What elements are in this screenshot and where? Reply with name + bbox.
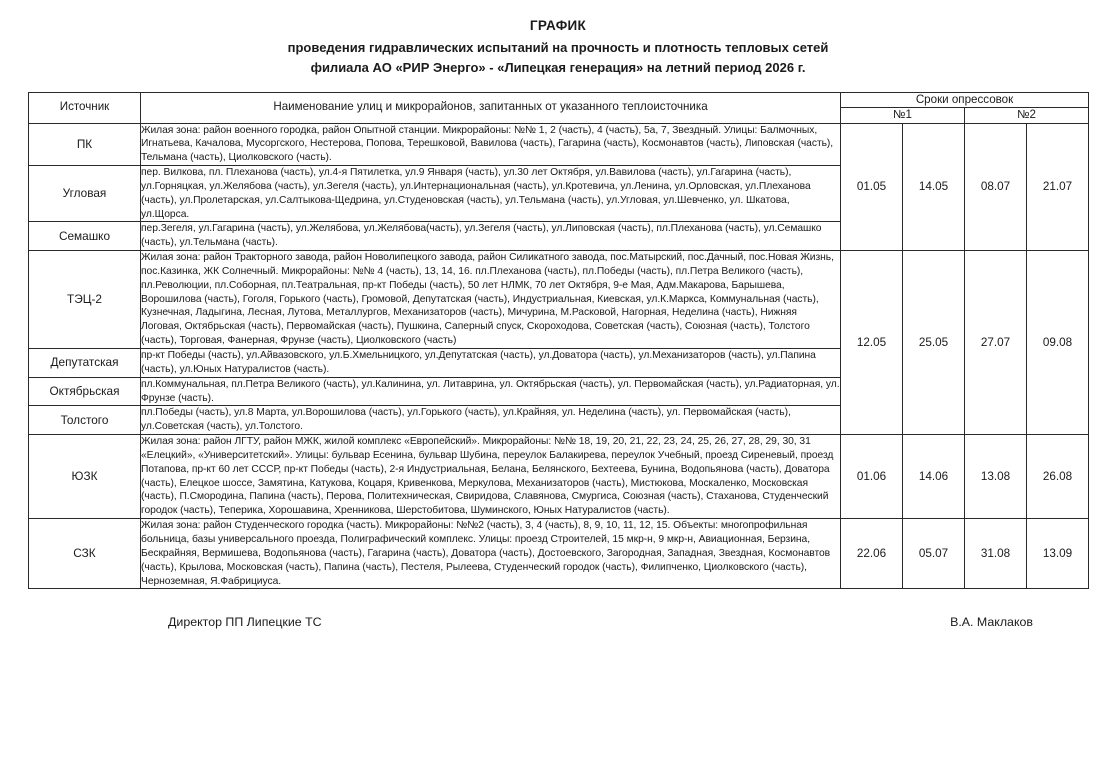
signatory-position: Директор ПП Липецкие ТС — [168, 615, 322, 630]
date-cell-1b: 05.07 — [903, 519, 965, 589]
date-cell-2a: 31.08 — [965, 519, 1027, 589]
subtitle-line-2: филиала АО «РИР Энерго» - «Липецкая генерация» на летний период 2026 г. — [310, 60, 806, 76]
streets-description: пл.Коммунальная, пл.Петра Великого (часть), ул.Калинина, ул. Литаврина, ул. Октябрьская (часть), ул. Первомайская (часть), ул.Радиаторная, ул. Фрунзе (часть). — [141, 377, 841, 406]
date-cell-1a: 22.06 — [841, 519, 903, 589]
header-dates-group: Сроки опрессовок — [841, 92, 1089, 107]
table-row — [29, 123, 1089, 166]
date-cell-2a: 13.08 — [965, 435, 1027, 519]
source-name: Семашко — [29, 222, 141, 251]
source-name: Угловая — [29, 166, 141, 222]
date-cell-2b: 13.09 — [1027, 519, 1089, 589]
date-cell-2a: 27.07 — [965, 251, 1027, 435]
streets-description: пер. Вилкова, пл. Плеханова (часть), ул.4-я Пятилетка, ул.9 Января (часть), ул.30 лет Октября, ул.Вавилова (часть), ул.Гагарина (часть), ул.Горняцкая, ул.Желябова (часть), ул.Зегеля (часть), ул.Интернациональная (часть), ул.Кротевича, ул.Ленина, ул.Орловская, ул.Плеханова (часть), ул.Пролетарская, ул.Салтыкова-Щедрина, ул.Студеновская (часть), ул.Тельмана (часть), ул.Угловая, ул.Шевченко, ул. Шкатова, ул.Щорса. — [141, 166, 841, 222]
document-subtitle — [0, 38, 1116, 78]
schedule-table — [28, 92, 1089, 590]
table-head — [29, 92, 1089, 123]
date-cell-1a: 12.05 — [841, 251, 903, 435]
date-cell-2a: 08.07 — [965, 123, 1027, 251]
streets-description: Жилая зона: район военного городка, район Опытной станции. Микрорайоны: №№ 1, 2 (часть), 4 (часть), 5а, 7, Звездный. Улицы: Балмочных, Игнатьева, Качалова, Мусоргского, Нестерова, Попова, Терешковой, Вавилова (часть), Гагарина (часть), Космонавтов (часть), Липовская (часть), Тельмана (часть), Циолковского (часть). — [141, 123, 841, 166]
signatory-name: В.А. Маклаков — [950, 615, 1033, 630]
table-body — [29, 123, 1089, 589]
streets-description: Жилая зона: район Тракторного завода, район Новолипецкого завода, район Силикатного завода, пос.Матырский, пос.Дачный, пос.Новая Жизнь, пос.Казинка, ЖК Солнечный. Микрорайоны: №№ 4 (часть), 13, 14, 16. пл.Плеханова (часть), пл.Победы (часть), пл.Петра Великого (часть), пл.Революции, пл.Соборная, пл.Театральная, пр-кт Победы (часть), 50 лет НЛМК, 70 лет Октября, 9-е Мая, Адм.Макарова, Барышева, Ворошилова (часть), Гоголя, Горького (часть), Громовой, Депутатская (часть), Индустриальная, Киевская, ул.К.Маркса, Коммунальная (часть), Кузнечная, Ладыгина, Лесная, Лутова, Металлургов, Механизаторов (часть), Мичурина, М.Расковой, Нагорная, Неделина (часть), Нижняя Логовая, Октябрьская (часть), Первомайская (часть), Пушкина, Саперный спуск, Скороходова, Советская (часть), Союзная (часть), Толстого (часть), Торговая, Фанерная, Фрунзе (часть), Циолковского (часть) — [141, 251, 841, 349]
table-row — [29, 435, 1089, 519]
header-date-2: №2 — [965, 108, 1089, 123]
date-cell-2b: 26.08 — [1027, 435, 1089, 519]
table-row — [29, 251, 1089, 349]
header-streets: Наименование улиц и микрорайонов, запитанных от указанного теплоисточника — [141, 92, 841, 123]
document-footer — [28, 615, 1088, 629]
streets-description: пл.Победы (часть), ул.8 Марта, ул.Ворошилова (часть), ул.Горького (часть), ул.Крайняя, ул. Неделина (часть), ул. Первомайская (часть), ул.Советская (часть), ул.Толстого. — [141, 406, 841, 435]
source-name: Толстого — [29, 406, 141, 435]
date-cell-2b: 09.08 — [1027, 251, 1089, 435]
streets-description: Жилая зона: район ЛГТУ, район МЖК, жилой комплекс «Европейский». Микрорайоны: №№ 18, 19, 20, 21, 22, 23, 24, 25, 26, 27, 28, 29, 30, 31 «Елецкий», «Университетский». Улицы: бульвар Есенина, бульвар Шубина, переулок Балакирева, переулок Учебный, проезд Сиреневый, проезд Потапова, пр-кт 60 лет СССР, пр-кт Победы (часть), 2-я Индустриальная, Белана, Белянского, Бехтеева, Бунина, Водопьянова (часть), Доватора (часть), Елецкое шоссе, Замятина, Катукова, Коцаря, Кривенкова, Меркулова, Механизаторов (часть), Мистюкова, Москаленко, Московская (часть), П.Смородина, Папина (часть), Перова, Политехническая, Свиридова, Славянова, Смургиса, Союзная (часть), Стаханова, Студенческий городок (часть), Теперика, Хорошавина, Хренникова, Шерстобитова, Шуминского, Юных Натуралистов (часть). — [141, 435, 841, 519]
source-name: ПК — [29, 123, 141, 166]
source-name: Октябрьская — [29, 377, 141, 406]
header-date-1: №1 — [841, 108, 965, 123]
date-cell-1a: 01.05 — [841, 123, 903, 251]
header-source: Источник — [29, 92, 141, 123]
date-cell-1b: 25.05 — [903, 251, 965, 435]
document-header — [0, 0, 1116, 79]
schedule-table-wrapper — [28, 92, 1088, 590]
source-name: Депутатская — [29, 349, 141, 378]
source-name: ЮЗК — [29, 435, 141, 519]
date-cell-1b: 14.06 — [903, 435, 965, 519]
table-row — [29, 519, 1089, 589]
date-cell-2b: 21.07 — [1027, 123, 1089, 251]
streets-description: пер.Зегеля, ул.Гагарина (часть), ул.Желябова, ул.Желябова(часть), ул.Зегеля (часть), ул.Липовская (часть), пл.Плеханова (часть), ул.Семашко (часть), ул.Тельмана (часть). — [141, 222, 841, 251]
date-cell-1a: 01.06 — [841, 435, 903, 519]
page-title: ГРАФИК — [529, 18, 587, 33]
streets-description: пр-кт Победы (часть), ул.Айвазовского, ул.Б.Хмельницкого, ул.Депутатская (часть), ул.Доватора (часть), ул.Механизаторов (часть), ул.Папина (часть), ул.Юных Натуралистов (часть). — [141, 349, 841, 378]
date-cell-1b: 14.05 — [903, 123, 965, 251]
streets-description: Жилая зона: район Студенческого городка (часть). Микрорайоны: №№2 (часть), 3, 4 (часть), 8, 9, 10, 11, 12, 15. Объекты: многопрофильная больница, базы универсального проезда, Полиграфический комплекс. Улицы: проезд Строителей, 15 мкр-н, 9 мкр-н, Авиационная, Берзина, Бескрайняя, Вермишева, Водопьянова (часть), Гагарина (часть), Доватора (часть), Достоевского, Загородная, Западная, Звездная, Космонавтов (часть), Крылова, Московская (часть), Папина (часть), Пестеля, Рылеева, Студенческий городок (часть), Филипченко, Циолковского (часть), Черноземная, Я.Фабрициуса. — [141, 519, 841, 589]
subtitle-line-1: проведения гидравлических испытаний на прочность и плотность тепловых сетей — [287, 40, 829, 56]
table-header-row-1 — [29, 92, 1089, 107]
source-name: ТЭЦ-2 — [29, 251, 141, 349]
source-name: СЗК — [29, 519, 141, 589]
